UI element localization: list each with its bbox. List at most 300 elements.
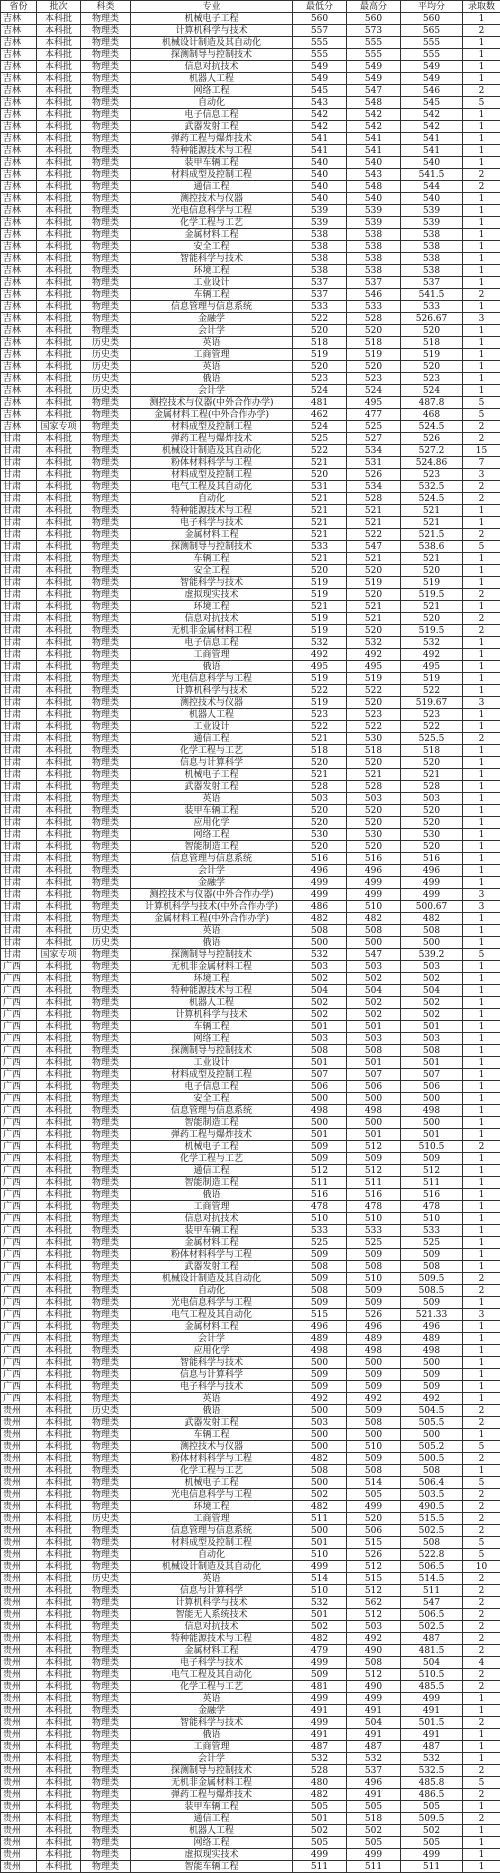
major-cell: 通信工程: [131, 1813, 293, 1825]
table-row: [1, 925, 500, 937]
avg-score-cell: 518: [401, 745, 463, 757]
max-score-cell: 509: [347, 1249, 401, 1261]
table-row: [1, 1693, 500, 1705]
subject-type-cell: 物理类: [81, 913, 131, 925]
avg-score-cell: 478: [401, 1201, 463, 1213]
province-cell: 甘肃: [1, 697, 37, 709]
subject-type-cell: 物理类: [81, 1825, 131, 1837]
max-score-cell: 500: [347, 1357, 401, 1369]
min-score-cell: 520: [293, 817, 347, 829]
table-row: [1, 493, 500, 505]
subject-type-cell: 物理类: [81, 1621, 131, 1633]
avg-score-cell: 509.5: [401, 1273, 463, 1285]
major-cell: 粉体材料科学与工程: [131, 1453, 293, 1465]
batch-cell: 本科批: [37, 1369, 81, 1381]
min-score-cell: 499: [293, 1657, 347, 1669]
major-cell: 信息管理与信息系统: [131, 1105, 293, 1117]
province-cell: 吉林: [1, 25, 37, 37]
max-score-cell: 501: [347, 1057, 401, 1069]
subject-type-cell: 物理类: [81, 1633, 131, 1645]
batch-cell: 本科批: [37, 1201, 81, 1213]
max-score-cell: 523: [347, 373, 401, 385]
province-cell: 吉林: [1, 133, 37, 145]
major-cell: 俄语: [131, 373, 293, 385]
subject-type-cell: 物理类: [81, 1201, 131, 1213]
min-score-cell: 523: [293, 709, 347, 721]
province-cell: 贵州: [1, 1417, 37, 1429]
batch-cell: 本科批: [37, 337, 81, 349]
province-cell: 广西: [1, 1273, 37, 1285]
batch-cell: 本科批: [37, 1177, 81, 1189]
batch-cell: 本科批: [37, 1597, 81, 1609]
major-cell: 电子信息工程: [131, 637, 293, 649]
max-score-cell: 528: [347, 781, 401, 793]
major-cell: 虚拟现实技术: [131, 589, 293, 601]
major-cell: 机械设计制造及其自动化: [131, 1273, 293, 1285]
table-row: [1, 1201, 500, 1213]
batch-cell: 本科批: [37, 1141, 81, 1153]
province-cell: 甘肃: [1, 841, 37, 853]
subject-type-cell: 物理类: [81, 133, 131, 145]
batch-cell: 本科批: [37, 1033, 81, 1045]
major-cell: 探测制导与控制技术: [131, 1045, 293, 1057]
max-score-cell: 532: [347, 1753, 401, 1765]
province-cell: 广西: [1, 1081, 37, 1093]
max-score-cell: 547: [347, 949, 401, 961]
major-cell: 金属材料工程: [131, 1237, 293, 1249]
min-score-cell: 549: [293, 61, 347, 73]
max-score-cell: 512: [347, 1669, 401, 1681]
admitted-count-cell: 3: [463, 469, 500, 481]
min-score-cell: 540: [293, 157, 347, 169]
province-cell: 甘肃: [1, 769, 37, 781]
table-row: [1, 553, 500, 565]
subject-type-cell: 物理类: [81, 193, 131, 205]
admitted-count-cell: 1: [463, 349, 500, 361]
avg-score-cell: 546: [401, 85, 463, 97]
table-row: [1, 1573, 500, 1585]
province-cell: 广西: [1, 1189, 37, 1201]
max-score-cell: 508: [347, 1417, 401, 1429]
subject-type-cell: 物理类: [81, 1489, 131, 1501]
max-score-cell: 522: [347, 721, 401, 733]
batch-cell: 本科批: [37, 721, 81, 733]
max-score-cell: 518: [347, 1813, 401, 1825]
batch-cell: 本科批: [37, 1561, 81, 1573]
admitted-count-cell: 2: [463, 1141, 500, 1153]
avg-score-cell: 539.2: [401, 949, 463, 961]
major-cell: 电气工程及其自动化: [131, 1669, 293, 1681]
province-cell: 广西: [1, 1333, 37, 1345]
province-cell: 吉林: [1, 121, 37, 133]
admitted-count-cell: 1: [463, 913, 500, 925]
province-cell: 广西: [1, 1021, 37, 1033]
avg-score-cell: 532: [401, 1753, 463, 1765]
avg-score-cell: 524.86: [401, 457, 463, 469]
major-cell: 网络工程: [131, 85, 293, 97]
admitted-count-cell: 1: [463, 1105, 500, 1117]
min-score-cell: 492: [293, 1393, 347, 1405]
province-cell: 贵州: [1, 1441, 37, 1453]
table-row: [1, 1357, 500, 1369]
avg-score-cell: 519.67: [401, 697, 463, 709]
subject-type-cell: 物理类: [81, 1381, 131, 1393]
major-cell: 自动化: [131, 493, 293, 505]
province-cell: 贵州: [1, 1489, 37, 1501]
subject-type-cell: 历史类: [81, 373, 131, 385]
subject-type-cell: 物理类: [81, 1165, 131, 1177]
subject-type-cell: 物理类: [81, 169, 131, 181]
table-row: [1, 1237, 500, 1249]
min-score-cell: 537: [293, 289, 347, 301]
table-row: [1, 1393, 500, 1405]
min-score-cell: 522: [293, 721, 347, 733]
min-score-cell: 560: [293, 13, 347, 25]
table-row: [1, 1405, 500, 1417]
max-score-cell: 510: [347, 901, 401, 913]
major-cell: 网络工程: [131, 1837, 293, 1849]
province-cell: 甘肃: [1, 481, 37, 493]
batch-cell: 本科批: [37, 1045, 81, 1057]
min-score-cell: 538: [293, 253, 347, 265]
subject-type-cell: 物理类: [81, 1057, 131, 1069]
max-score-cell: 525: [347, 1237, 401, 1249]
admitted-count-cell: 5: [463, 1549, 500, 1561]
major-cell: 环境工程: [131, 1501, 293, 1513]
avg-score-cell: 519.5: [401, 589, 463, 601]
major-cell: 智能无人系统技术: [131, 1609, 293, 1621]
subject-type-cell: 物理类: [81, 805, 131, 817]
province-cell: 甘肃: [1, 457, 37, 469]
admitted-count-cell: 5: [463, 949, 500, 961]
batch-cell: 本科批: [37, 253, 81, 265]
batch-cell: 本科批: [37, 109, 81, 121]
province-cell: 广西: [1, 997, 37, 1009]
major-cell: 会计学: [131, 1333, 293, 1345]
min-score-cell: 480: [293, 1777, 347, 1789]
avg-score-cell: 544: [401, 181, 463, 193]
province-cell: 吉林: [1, 325, 37, 337]
batch-cell: 本科批: [37, 781, 81, 793]
avg-score-cell: 506.5: [401, 1561, 463, 1573]
subject-type-cell: 物理类: [81, 1525, 131, 1537]
max-score-cell: 509: [347, 1453, 401, 1465]
subject-type-cell: 物理类: [81, 1357, 131, 1369]
admitted-count-cell: 1: [463, 1069, 500, 1081]
table-row: [1, 1177, 500, 1189]
province-cell: 甘肃: [1, 553, 37, 565]
max-score-cell: 500: [347, 1117, 401, 1129]
major-cell: 安全工程: [131, 565, 293, 577]
avg-score-cell: 539: [401, 205, 463, 217]
province-cell: 甘肃: [1, 505, 37, 517]
avg-score-cell: 522: [401, 721, 463, 733]
header-major: 专业: [131, 1, 293, 13]
max-score-cell: 520: [347, 697, 401, 709]
subject-type-cell: 物理类: [81, 1129, 131, 1141]
min-score-cell: 500: [293, 1429, 347, 1441]
max-score-cell: 555: [347, 49, 401, 61]
min-score-cell: 502: [293, 1825, 347, 1837]
subject-type-cell: 物理类: [81, 1369, 131, 1381]
admitted-count-cell: 2: [463, 169, 500, 181]
batch-cell: 国家专项: [37, 421, 81, 433]
subject-type-cell: 历史类: [81, 349, 131, 361]
min-score-cell: 498: [293, 1105, 347, 1117]
max-score-cell: 522: [347, 685, 401, 697]
table-row: [1, 361, 500, 373]
batch-cell: 本科批: [37, 793, 81, 805]
batch-cell: 本科批: [37, 697, 81, 709]
max-score-cell: 540: [347, 157, 401, 169]
major-cell: 信息管理与信息系统: [131, 1525, 293, 1537]
province-cell: 广西: [1, 1033, 37, 1045]
major-cell: 会计学: [131, 325, 293, 337]
province-cell: 广西: [1, 985, 37, 997]
batch-cell: 本科批: [37, 961, 81, 973]
admitted-count-cell: 1: [463, 517, 500, 529]
subject-type-cell: 物理类: [81, 1333, 131, 1345]
subject-type-cell: 物理类: [81, 793, 131, 805]
admitted-count-cell: 2: [463, 433, 500, 445]
table-row: [1, 1441, 500, 1453]
avg-score-cell: 522.8: [401, 1549, 463, 1561]
major-cell: 自动化: [131, 1549, 293, 1561]
avg-score-cell: 521.33: [401, 1309, 463, 1321]
province-cell: 甘肃: [1, 649, 37, 661]
batch-cell: 本科批: [37, 973, 81, 985]
avg-score-cell: 501.5: [401, 1717, 463, 1729]
admitted-count-cell: 1: [463, 229, 500, 241]
avg-score-cell: 489: [401, 1333, 463, 1345]
batch-cell: 本科批: [37, 505, 81, 517]
min-score-cell: 557: [293, 25, 347, 37]
batch-cell: 本科批: [37, 1573, 81, 1585]
admitted-count-cell: 5: [463, 397, 500, 409]
major-cell: 环境工程: [131, 973, 293, 985]
province-cell: 广西: [1, 1069, 37, 1081]
admitted-count-cell: 1: [463, 1129, 500, 1141]
province-cell: 贵州: [1, 1777, 37, 1789]
province-cell: 甘肃: [1, 889, 37, 901]
admitted-count-cell: 3: [463, 889, 500, 901]
min-score-cell: 508: [293, 1285, 347, 1297]
subject-type-cell: 物理类: [81, 145, 131, 157]
major-cell: 车辆工程: [131, 553, 293, 565]
avg-score-cell: 538: [401, 241, 463, 253]
table-row: [1, 625, 500, 637]
subject-type-cell: 物理类: [81, 889, 131, 901]
max-score-cell: 509: [347, 1285, 401, 1297]
batch-cell: 本科批: [37, 1501, 81, 1513]
batch-cell: 本科批: [37, 349, 81, 361]
max-score-cell: 543: [347, 169, 401, 181]
major-cell: 智能科学与技术: [131, 1717, 293, 1729]
avg-score-cell: 502.5: [401, 1525, 463, 1537]
min-score-cell: 539: [293, 217, 347, 229]
admitted-count-cell: 1: [463, 13, 500, 25]
avg-score-cell: 492: [401, 1393, 463, 1405]
subject-type-cell: 物理类: [81, 1249, 131, 1261]
province-cell: 贵州: [1, 1861, 37, 1873]
province-cell: 甘肃: [1, 913, 37, 925]
min-score-cell: 496: [293, 865, 347, 877]
min-score-cell: 491: [293, 1729, 347, 1741]
max-score-cell: 495: [347, 661, 401, 673]
subject-type-cell: 历史类: [81, 925, 131, 937]
province-cell: 甘肃: [1, 721, 37, 733]
table-row: [1, 1765, 500, 1777]
table-row: [1, 253, 500, 265]
admitted-count-cell: 2: [463, 529, 500, 541]
table-row: [1, 697, 500, 709]
max-score-cell: 546: [347, 289, 401, 301]
avg-score-cell: 514.5: [401, 1573, 463, 1585]
avg-score-cell: 523: [401, 469, 463, 481]
batch-cell: 本科批: [37, 1405, 81, 1417]
batch-cell: 本科批: [37, 1861, 81, 1873]
min-score-cell: 541: [293, 133, 347, 145]
admitted-count-cell: 1: [463, 757, 500, 769]
max-score-cell: 496: [347, 1777, 401, 1789]
province-cell: 广西: [1, 1153, 37, 1165]
table-row: [1, 805, 500, 817]
batch-cell: 本科批: [37, 1825, 81, 1837]
batch-cell: 本科批: [37, 1705, 81, 1717]
major-cell: 信息对抗技术: [131, 1213, 293, 1225]
min-score-cell: 509: [293, 1153, 347, 1165]
avg-score-cell: 525: [401, 1237, 463, 1249]
table-row: [1, 421, 500, 433]
table-row: [1, 721, 500, 733]
min-score-cell: 521: [293, 529, 347, 541]
subject-type-cell: 物理类: [81, 553, 131, 565]
province-cell: 贵州: [1, 1645, 37, 1657]
batch-cell: 本科批: [37, 1525, 81, 1537]
province-cell: 贵州: [1, 1525, 37, 1537]
admitted-count-cell: 1: [463, 553, 500, 565]
min-score-cell: 499: [293, 1693, 347, 1705]
max-score-cell: 518: [347, 337, 401, 349]
subject-type-cell: 物理类: [81, 961, 131, 973]
subject-type-cell: 物理类: [81, 1477, 131, 1489]
major-cell: 金属材料工程: [131, 529, 293, 541]
max-score-cell: 573: [347, 25, 401, 37]
batch-cell: 本科批: [37, 1345, 81, 1357]
min-score-cell: 478: [293, 1201, 347, 1213]
min-score-cell: 500: [293, 1441, 347, 1453]
admitted-count-cell: 3: [463, 1309, 500, 1321]
subject-type-cell: 物理类: [81, 313, 131, 325]
batch-cell: 本科批: [37, 289, 81, 301]
table-row: [1, 205, 500, 217]
major-cell: 自动化: [131, 1285, 293, 1297]
avg-score-cell: 519: [401, 349, 463, 361]
min-score-cell: 537: [293, 277, 347, 289]
table-row: [1, 1009, 500, 1021]
batch-cell: 本科批: [37, 481, 81, 493]
province-cell: 甘肃: [1, 781, 37, 793]
batch-cell: 本科批: [37, 1297, 81, 1309]
major-cell: 电子信息工程: [131, 1081, 293, 1093]
table-row: [1, 349, 500, 361]
max-score-cell: 512: [347, 1609, 401, 1621]
major-cell: 材料成型及控制工程: [131, 1069, 293, 1081]
max-score-cell: 500: [347, 1093, 401, 1105]
subject-type-cell: 物理类: [81, 733, 131, 745]
major-cell: 工商管理: [131, 1201, 293, 1213]
admitted-count-cell: 1: [463, 1333, 500, 1345]
min-score-cell: 519: [293, 625, 347, 637]
admitted-count-cell: 1: [463, 577, 500, 589]
table-row: [1, 13, 500, 25]
min-score-cell: 541: [293, 145, 347, 157]
subject-type-cell: 物理类: [81, 613, 131, 625]
max-score-cell: 508: [347, 1045, 401, 1057]
max-score-cell: 512: [347, 1585, 401, 1597]
max-score-cell: 539: [347, 205, 401, 217]
batch-cell: 本科批: [37, 805, 81, 817]
batch-cell: 本科批: [37, 829, 81, 841]
avg-score-cell: 511: [401, 1585, 463, 1597]
major-cell: 金融学: [131, 1705, 293, 1717]
province-cell: 吉林: [1, 109, 37, 121]
subject-type-cell: 物理类: [81, 1705, 131, 1717]
table-row: [1, 1429, 500, 1441]
province-cell: 甘肃: [1, 529, 37, 541]
major-cell: 英语: [131, 361, 293, 373]
batch-cell: 本科批: [37, 1117, 81, 1129]
table-row: [1, 433, 500, 445]
province-cell: 吉林: [1, 265, 37, 277]
province-cell: 甘肃: [1, 589, 37, 601]
min-score-cell: 540: [293, 169, 347, 181]
subject-type-cell: 物理类: [81, 433, 131, 445]
province-cell: 吉林: [1, 61, 37, 73]
major-cell: 计算机科学与技术: [131, 25, 293, 37]
major-cell: 计算机科学与技术: [131, 1597, 293, 1609]
admitted-count-cell: 1: [463, 1249, 500, 1261]
max-score-cell: 511: [347, 1177, 401, 1189]
max-score-cell: 527: [347, 433, 401, 445]
major-cell: 俄语: [131, 1405, 293, 1417]
province-cell: 吉林: [1, 157, 37, 169]
avg-score-cell: 503.5: [401, 1489, 463, 1501]
min-score-cell: 511: [293, 1513, 347, 1525]
max-score-cell: 520: [347, 841, 401, 853]
admitted-count-cell: 1: [463, 1837, 500, 1849]
table-row: [1, 637, 500, 649]
min-score-cell: 538: [293, 241, 347, 253]
table-row: [1, 1093, 500, 1105]
avg-score-cell: 502: [401, 973, 463, 985]
max-score-cell: 520: [347, 325, 401, 337]
batch-cell: 本科批: [37, 937, 81, 949]
subject-type-cell: 物理类: [81, 1837, 131, 1849]
batch-cell: 本科批: [37, 1081, 81, 1093]
province-cell: 贵州: [1, 1585, 37, 1597]
batch-cell: 本科批: [37, 577, 81, 589]
subject-type-cell: 物理类: [81, 673, 131, 685]
batch-cell: 本科批: [37, 613, 81, 625]
batch-cell: 本科批: [37, 1849, 81, 1861]
table-row: [1, 841, 500, 853]
avg-score-cell: 519.5: [401, 625, 463, 637]
province-cell: 贵州: [1, 1513, 37, 1525]
avg-score-cell: 521: [401, 517, 463, 529]
max-score-cell: 520: [347, 1513, 401, 1525]
admitted-count-cell: 1: [463, 1321, 500, 1333]
